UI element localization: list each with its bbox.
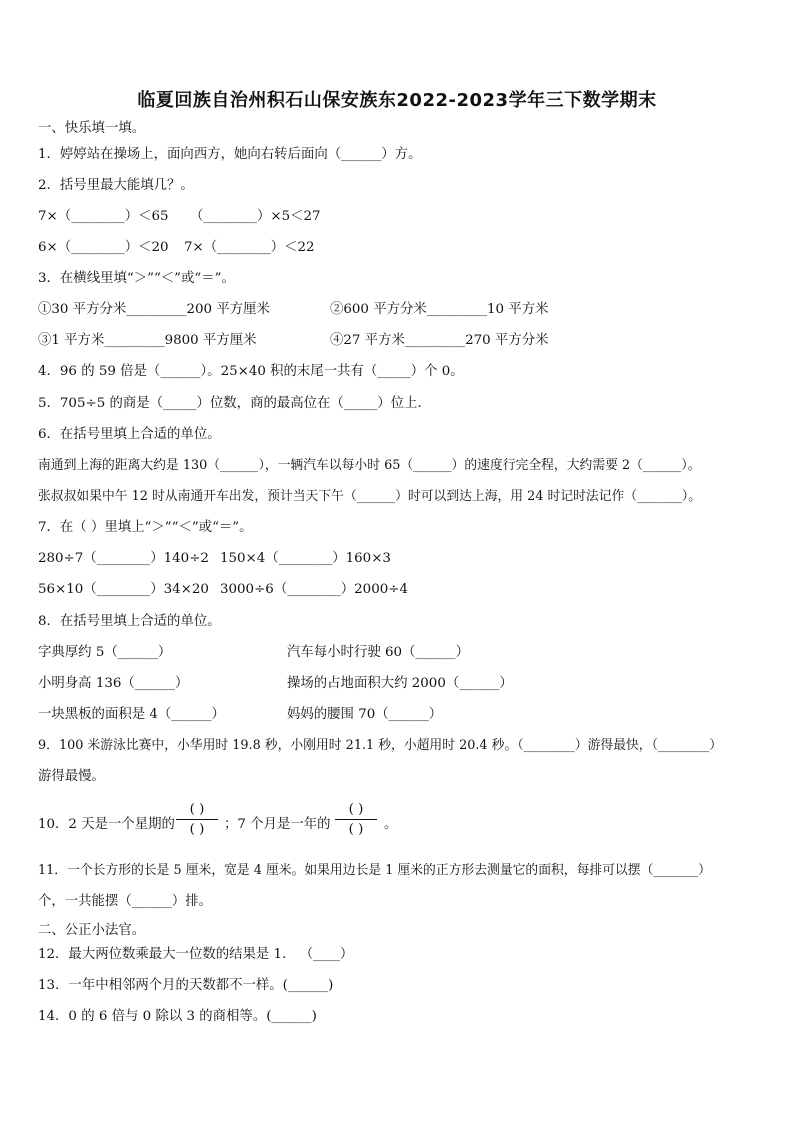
question-10-part2: ；7 个月是一年的 [224,817,331,832]
question-3a: ①30 平方分米_________200 平方厘米 [38,302,270,317]
question-1: 1．婷婷站在操场上，面向西方，她向右转后面向（______）方。 [38,147,422,162]
question-7d: 3000÷6（________）2000÷4 [220,582,408,597]
question-2d: 7×（________）＜22 [184,240,315,255]
question-8c: 小明身高 136（______） [38,676,189,691]
question-6: 6．在括号里填上合适的单位。 [38,427,221,442]
question-3d: ④27 平方米_________270 平方分米 [330,333,549,348]
question-2b: （________）×5＜27 [190,209,321,224]
question-8a: 字典厚约 5（______） [38,645,172,660]
denominator-blank: ( ) [189,822,205,837]
question-8b: 汽车每小时行驶 60（______） [287,645,469,660]
fraction-blank-2 [335,801,377,838]
question-11-continued: 个，一共能摆（______）排。 [38,894,213,909]
question-10-part1: 10．2 天是一个星期的 [38,817,175,832]
fraction-bar [176,819,218,820]
question-10-end: 。 [384,817,398,832]
question-12: 12．最大两位数乘最大一位数的结果是 1． （____） [38,947,354,962]
fraction-bar [335,819,377,820]
question-7a: 280÷7（________）140÷2 [38,551,209,566]
question-3b: ②600 平方分米_________10 平方米 [330,302,549,317]
question-3c: ③1 平方米_________9800 平方厘米 [38,333,257,348]
question-8f: 妈妈的腰围 70（______） [287,707,443,722]
question-4: 4．96 的 59 倍是（______）。25×40 积的末尾一共有（_____）个 0。 [38,364,464,379]
question-8: 8．在括号里填上合适的单位。 [38,614,221,629]
question-3: 3．在横线里填“＞”“＜”或“＝”。 [38,271,235,286]
question-7: 7．在（ ）里填上“＞”“＜”或“＝”。 [38,520,253,535]
section-2-heading: 二、公正小法官。 [38,923,146,938]
question-6a: 南通到上海的距离大约是 130（______），一辆汽车以每小时 65（______）的速度行完全程，大约需要 2（______）。 [38,458,701,473]
question-6b: 张叔叔如果中午 12 时从南通开车出发，预计当天下午（______）时可以到达上海，用 24 时记时法记作（_______）。 [38,489,702,504]
question-11: 11．一个长方形的长是 5 厘米，宽是 4 厘米。如果用边长是 1 厘米的正方形去测量它的面积，每排可以摆（_______） [38,863,711,878]
fraction-blank-1 [176,801,218,838]
question-13: 13．一年中相邻两个月的天数都不一样。(______) [38,978,334,993]
question-8e: 一块黑板的面积是 4（______） [38,707,225,722]
question-2c: 6×（________）＜20 [38,240,169,255]
question-5: 5．705÷5 的商是（_____）位数，商的最高位在（_____）位上. [38,396,422,411]
question-9: 9．100 米游泳比赛中，小华用时 19.8 秒，小刚用时 21.1 秒，小超用时 20.4 秒。（________）游得最快，（________） [38,738,722,753]
denominator-blank: ( ) [348,822,364,837]
question-8d: 操场的占地面积大约 2000（______） [287,676,513,691]
question-2: 2．括号里最大能填几？。 [38,178,194,193]
numerator-blank: ( ) [189,802,205,817]
numerator-blank: ( ) [348,802,364,817]
page-title: 临夏回族自治州积石山保安族东2022-2023学年三下数学期末 [137,90,657,111]
question-7b: 150×4（________）160×3 [220,551,391,566]
question-14: 14．0 的 6 倍与 0 除以 3 的商相等。(______) [38,1009,317,1024]
question-9-continued: 游得最慢。 [38,769,105,784]
section-1-heading: 一、快乐填一填。 [38,121,146,136]
question-2a: 7×（________）＜65 [38,209,169,224]
question-7c: 56×10（________）34×20 [38,582,209,597]
